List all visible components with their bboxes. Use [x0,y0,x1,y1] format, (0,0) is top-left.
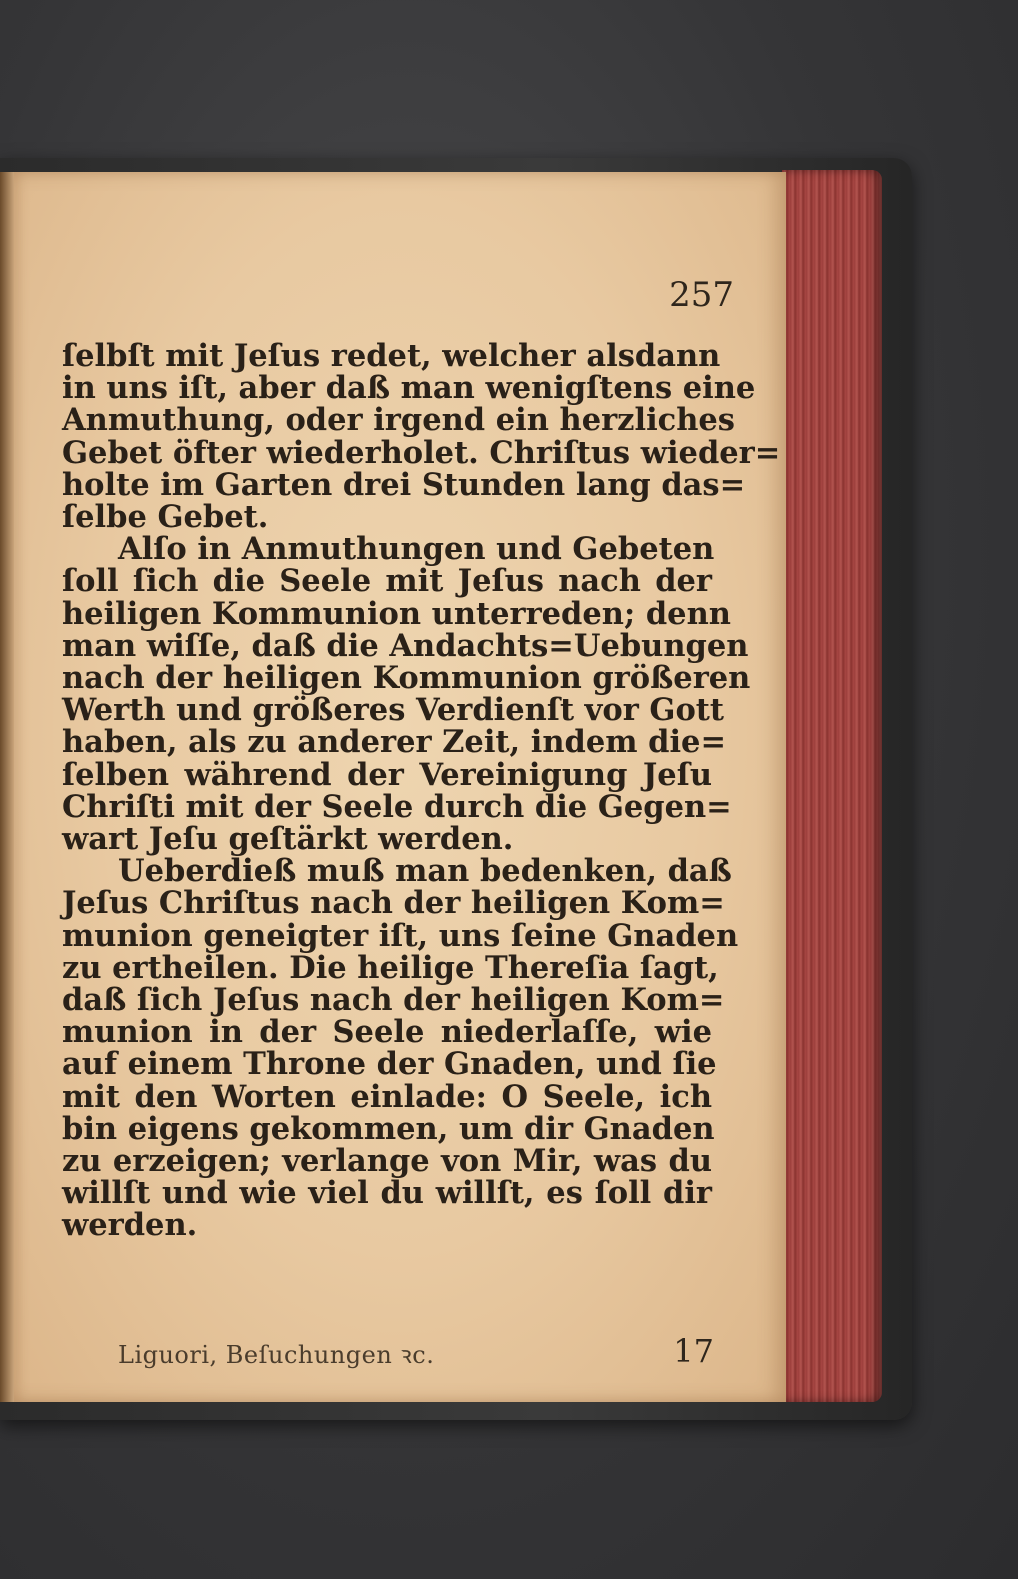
text-line: in uns iſt, aber daß man wenigſtens eine [62,370,756,407]
text-line: wart Jeſu geſtärkt werden. [62,821,514,858]
footer-sheet-number: 17 [673,1332,714,1370]
text-line: haben, als zu anderer Zeit, indem die= [62,724,727,761]
text-line: Anmuthung, oder irgend ein herzliches [62,402,735,439]
text-line: willſt und wie viel du willſt, es ſoll dir [62,1175,712,1212]
page-body-text [62,338,781,1244]
text-line: Alſo in Anmuthungen und Gebeten [118,531,715,568]
text-line: ſoll ſich die Seele mit Jeſus nach der [62,563,712,600]
text-line: werden. [62,1207,198,1244]
text-line: heiligen Kommunion unterreden; denn [62,595,731,632]
text-line: Werth und größeres Verdienſt vor Gott [62,692,724,729]
text-line: Jeſus Chriſtus nach der heiligen Kom= [62,885,725,922]
text-line: zu erzeigen; verlange von Mir, was du [62,1143,712,1180]
text-line: mit den Worten einlade: O Seele, ich [62,1078,712,1115]
text-line: nach der heiligen Kommunion größeren [62,660,751,697]
page-edges [782,170,882,1402]
text-line: holte im Garten drei Stunden lang das= [62,466,746,503]
page-number: 257 [669,275,734,315]
text-line: Chriſti mit der Seele durch die Gegen= [62,788,732,825]
text-line: ſelben während der Vereinigung Jeſu [62,756,712,793]
text-line: ſelbſt mit Jeſus redet, welcher alsdann [62,338,721,374]
text-line: munion geneigter iſt, uns ſeine Gnaden [62,917,739,954]
text-line: zu ertheilen. Die heilige Thereſia ſagt, [62,949,719,986]
text-line: man wiſſe, daß die Andachts=Uebungen [62,627,749,664]
text-line: auf einem Throne der Gnaden, und ſie [62,1046,717,1083]
text-line: Ueberdieß muß man bedenken, daß [118,853,732,890]
text-line: ſelbe Gebet. [62,499,269,536]
text-line: munion in der Seele niederlaſſe, wie [62,1014,712,1051]
footer-signature: Liguori, Beſuchungen ꝛc. [118,1341,435,1369]
page-gutter-shadow [0,172,14,1402]
text-line: Gebet öfter wiederholet. Chriſtus wieder= [62,434,781,471]
book-page [14,172,786,1402]
text-line: daß ſich Jeſus nach der heiligen Kom= [62,982,725,1019]
text-line: bin eigens gekommen, um dir Gnaden [62,1110,715,1147]
